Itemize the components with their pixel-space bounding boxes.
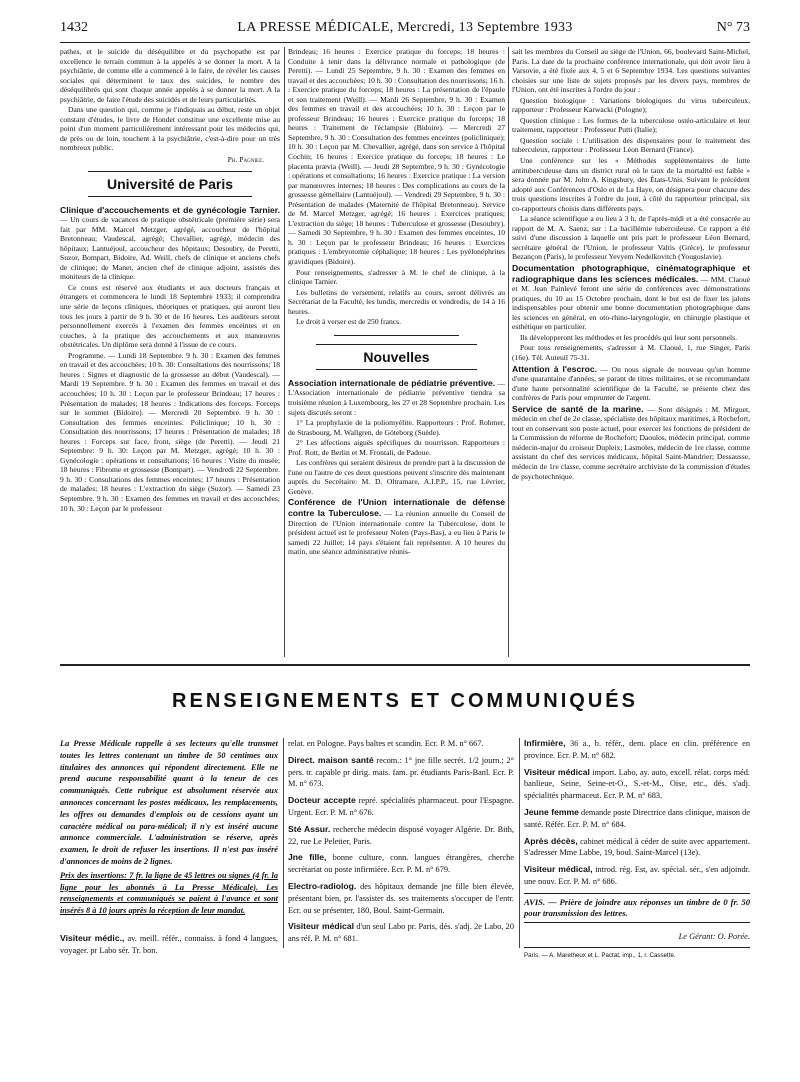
paragraph: Programme. — Lundi 18 Septembre. 9 h. 30 : Examen des femmes en travail et des accouchées; 10 h. 30: Consultations des nourrissons; 18 heures : Signes et diagnostic de la grossesse au début (Vaudescal). — Mardi 19 Septembre. 9 h. 30 : Examen des femmes en travail et des accouchées; 10 h. 30 : Leçon par le professeur Brindeau; 17 heures : Présentation de malades; 18 heures : Indications des forceps. Forceps sur le sommet (Bidoire). — Mercredi 20 Septembre. 9 h. 30 : Consultation des femmes enceintes. Policlinique; 10 h. 30 : Consultation des nourrissons; 17 heures : Présentation de malades; 18 heures : Forceps sur face, front, siège (de Peretti). — Jeudi 21 Septembre: 9 h. 30: Leçon par M. Metzger, agrégé; 10 h. 30 : Gynécologie : opérations et consultations; 16 heures : Visite du musée; 18 heures : Fibrome et grossesse (Bompart). — Vendredi 22 Septembre. 9 h. 30 : Consultations des femmes enceintes; 17 heures : Présentation de malades; 18 heures : L'extraction du siège (Suzor). — Samedi 23 Septembre. 9 h. 30 : Examen des femmes en travail et des accouchées; 10 h. 30 : Leçon par le professeur [60,350,280,513]
column-divider [284,47,285,657]
ad-text: d'un seul Labo pr. Paris, dés. s'adj. 2e Labo, 20 ans réf. P. M. n° 681. [288,922,514,944]
paragraph: pathes, et le suicide du déséquilibre et du psychopathe est par excellence le terrain commun à la appelés à se donner la mort. A la psychiâtrie, de comme elle a commencé à le faire, de révéler les causes sociales qui déterminent le taux des suicides, le nombre des déséquilibrés qui sont chaque année appelés à se donner la mort. A la psychiâtrie, de faire l'étude des suicidés et de leurs particularités. [60,47,280,104]
classified-ad [288,921,514,945]
article-column-1 [60,47,280,657]
notice-box: AVIS. — Prière de joindre aux réponses un timbre de 0 fr. 50 pour transmission des lettres. [524,893,750,923]
classified-ad [288,852,514,876]
paragraph: — Sont désignés : M. Mirguet, médecin en chef de 2e classe, spécialiste des hôpitaux maritimes, à Rochefort, tout en conservant son poste actuel, pour exercer les fonctions de président de la Commission de réforme de Rochefort; Daoulos, médecin principal, comme médecin-major du croiseur Dupleix; Lasmoles, médecin de 1re classe, comme assistant du chef des services médicaux, hôpital Saint-Mandrier; Dessausse, médecin de 1re classe, comme secrétaire archiviste de la commission d'études de psychotechnique. [512,404,750,481]
classified-ad [288,755,514,790]
ad-text: introd. rég. Est, av. spécial. sér., s'en adjoindr. une nouv. Ecr. P. M. n° 686. [524,865,750,886]
section-rule [60,664,750,666]
paragraph: Question clinique : Les formes de la tuberculose ostéo-articulaire et leur traitement, rapporteur : Professeur Putti (Italie); [512,115,750,135]
ad-lead: Visiteur médic., [60,932,125,943]
ad-text: relat. en Pologne. Pays baltes et scandin. Ecr. P. M. n° 667. [288,739,484,748]
classified-ad [524,836,750,860]
paragraph: — On nous signale de nouveau qu'un homme d'une quarantaine d'années, se parant de titres militaires, et se recommandant d'une haute personnalité scientifique de la Faculté, se présente chez des confrères de Paris pour emprunter de l'argent. [512,364,750,403]
paragraph: Ils développeront les méthodes et les procédés qui leur sont personnels. [520,332,738,342]
subheading: Documentation photographique, cinématographique et radiographique dans les sciences médicales. [512,263,750,284]
subheading: Service de santé de la marine. [512,403,644,414]
ad-text: cabinet médical à céder de suite avec appartement. S'adresser Mme Labbe, 19, boul. Saint-Marcel (13e). [524,836,750,858]
paragraph: Brindeau; 16 heures : Exercice pratique du forceps; 18 heures : Conduite à tenir dans la délivrance normale et pathologique (de Peretti). — Lundi 25 Septembre, 9 h. 30 : Examen des femmes en travail et des accouchées; 10 h. 30 : Consultation des nourrissons; 16 h. : Exercice pratique du forceps; 18 heures : La présentation de l'épaule et son traitement (Weill). — Mardi 26 Septembre, 9 h. 30 : Examen des femmes en travail et des accouchées; 10 h. 30 : Leçon par le professeur Brindeau; 16 heures : Exercice pratique du forceps; 18 heures : Traitement de l'éclampsie (Bidoire). — Mercredi 27 Septembre, 9 h. 30 : Consultation des femmes enceintes (policlinique); 10 h. 30 : Leçon par M. Chevallier, agrégé, dans son service à l'hôpital Cochin; 16 heures : Exercice pratique du forceps; 18 heures : Le placenta prævia (Weill). — Jeudi 28 Septembre, 9 h. 30 : Gynécologie : opérations et consultations; 16 heures : Exercice pratique : La version par manœuvres internes; 18 heures : Des complications au cours de la grossesse gémellaire (Lantuéjoul). — Vendredi 29 Septembre, 9 h. 30 : Présentation de malades (Maternité de l'hôpital Bretonneau). Service de M. Marcel Metzger, agrégé; 16 heures : Exercices pratiques; L'extraction du siège; 18 heures : Tuberculose et grossesse (Desoubry). — Samedi 30 Septembre, 9 h. 30 : Examen des femmes enceintes, 10 h. 30 : Leçon par le professeur Brindeau; 16 heures : Exercices pratiques : L'embryotomie céphalique; 18 heures : Les pyélonéphrites gravidiques (Bidoire). [288,47,505,267]
classified-ad [288,881,514,916]
article-column-3 [512,47,750,657]
section-heading-universite: Université de Paris [88,171,252,197]
page-header [60,20,750,40]
column-divider [283,738,284,948]
paragraph: sait les membres du Conseil au siège de l'Union, 66, boulevard Saint-Michel, Paris. La date de la prochaine conférence internationale, qui doit avoir lieu à Varsovie, a été fixée aux 4, 5 et 6 Septembre 1934. Les questions suivantes choisies sur une liste de sujets proposés par les divers pays, membres de l'Union, ont été inscrites à l'ordre du jour : [512,47,750,95]
masthead-title: LA PRESSE MÉDICALE, Mercredi, 13 Septembre 1933 [237,20,573,35]
classified-ad [524,767,750,802]
classified-ad [288,795,514,819]
classified-ad [524,864,750,888]
ad-lead: Visiteur médical [524,766,590,777]
classifieds-column-1 [60,738,278,962]
header-rule [60,42,750,43]
ad-text: bonne culture, conn. langues étrangères, cherche secrétariat ou poste infirmière. Ecr. P. M. n° 679. [288,853,515,875]
paragraph: — La réunion annuelle du Conseil de Direction de l'Union internationale contre la Tuberculose, dont le président actuel est le professeur Nolen (Pays-Bas), a eu lieu à Paris le samedi 22 Juillet; 14 pays s'étaient fait représenter. A 10 heures du matin, une séance administrative réunis- [288,508,505,557]
ad-text: import. Labo, ay. auto, excell. rélat. corps méd. banlieue, Seine, Seine-et-O., S.-et-M., Oise, etc., dés. s'adj. spécialités pharmaceut. Ecr. P. M. n° 683. [524,767,750,801]
classified-ad [60,933,278,957]
ad-lead: Après décès, [524,835,578,846]
paragraph: — L'Association internationale de pédiatrie préventive tiendra sa troisième réunion à Luxembourg, les 27 et 28 Septembre prochain. Les sujets discutés seront : [288,378,505,417]
paragraph: Le droit à verser est de 250 francs. [296,317,402,327]
ad-text: recom.: 1° jne fille secrét. 1/2 journ.; 2° pers. tr. capable pr dirig. mais. fam. pr. étudiants Paris-Banl. Ecr. P. M. n° 673. [288,755,515,789]
paragraph: Ce cours est réservé aux étudiants et aux docteurs français et étrangers et commencera le lundi 18 Septembre 1933; il comprendra une série de leçons cliniques, théoriques et pratiques, qui auront lieu tous les jours à partir de 9 h. 30 et de 16 heures. Les auditeurs seront personnellement exercés à l'examen des femmes enceintes et en couches, à la pratique des accouchements et aux manœuvres obstétricales. Un diplôme sera donné à l'issue de ce cours. [60,282,280,350]
author-signature: Ph. Pagniez. [227,155,264,165]
classified-ad [524,738,750,762]
ad-lead: Direct. maison santé [288,754,374,765]
classified-ad [288,824,514,848]
column-divider [508,47,509,657]
ad-text: recherche médecin disposé voyager Algérie. Dr. Bith, 22, rue Le Peletier, Paris. [288,824,515,846]
ad-text: des hôpitaux demande jne fille bien élevée, présentant bien, pr. l'assister ds. ses traitements s'occuper de l'entr. Ecr. ou se présenter, 180, Boul. Saint-Germain. [288,881,514,915]
printer-credit: Paris. — A. Maretheux et L. Pactat, imp., 1, r. Cassette. [524,947,750,960]
paragraph: Pour tous renseignements, s'adresser à M. Claoué, 1, rue Singer, Paris (16e). Tél. Auteuil 75-31. [512,343,750,362]
paragraph: 2° Les affections aiguës spécifiques du nourrisson. Rapporteurs : Prof. Rott, de Berlin et M. Frontali, de Padoue. [288,438,505,457]
ad-lead: Docteur accepte [288,795,356,806]
subheading: Conférence de l'Union internationale de défense contre la Tuberculose. [288,497,505,518]
paragraph: — MM. Claoué et M. Jean Painlevé feront une série de conférences avec démonstrations pratiques, du 10 au 15 Octobre prochain, dont le but est de fixer les jalons indispensables pour obtenir une bonne documentation photographique dans les sciences en général, en oto-rhino-laryngologie, en chirurgie plastique et esthétique en particulier. [512,274,750,332]
classified-ad [288,738,514,750]
publisher-manager: Le Gérant: O. Porée. [678,931,750,941]
ad-lead: Sté Assur. [288,823,331,834]
ad-text: av. meill. référ., connaiss. à fond 4 langues, voyager. pr Labo sér. Tr. bon. [60,933,278,955]
paragraph: Question sociale : L'utilisation des dispensaires pour le traitement des tuberculeux, rapporteur : Professeur Léon Bernard (France). [512,135,750,155]
section-heading-nouvelles: Nouvelles [316,344,477,370]
subheading: Clinique d'accouchements et de gynécologie Tarnier. [60,204,280,215]
subheading: Association internationale de pédiatrie préventive. [288,377,496,388]
ad-lead: Infirmière, [524,738,566,748]
ad-lead: Electro-radiolog. [288,880,357,891]
classifieds-prices: Prix des insertions: 7 fr. la ligne de 45 lettres ou signes (4 fr. la ligne pour les abonnés à La Presse Médicale). Les renseignements et communiqués se paient à l'avance et sont insérés 8 à 10 jours après la réception de leur mandat. [60,870,278,916]
subheading: Attention à l'escroc. [512,363,598,374]
classifieds-heading: RENSEIGNEMENTS ET COMMUNIQUÉS [172,690,638,712]
ad-lead: Visiteur médical, [524,864,593,875]
paragraph: 1° La prophylaxie de la poliomyélite. Rapporteurs : Prof. Rohmer, de Strasbourg, M. Wallgren, de Göteborg (Suède). [288,418,505,437]
paragraph: Question biologique : Variations biologiques du virus tuberculeux, rapporteur : Professeur Karwacki (Pologne); [512,95,750,115]
paragraph: Les confrères qui seraient désireux de prendre part à la discussion de l'une ou l'autre de ces deux questions peuvent s'inscrire dès maintenant auprès du Secrétaire: M. D. Oltramare, A.I.P.P., 15, rue Lévrier, Genève. [288,458,505,496]
issue-number: N° 73 [716,20,750,35]
classified-ad [524,807,750,831]
ad-lead: Jeune femme [524,806,579,817]
paragraph: — Un cours de vacances de pratique obstétricale (première série) sera fait par MM. Marcel Metzger, agrégé, accoucheur de l'hôpital Bretonneau; Vaudescal, agrégé; Chevallier, agrégé, médecin des hôpitaux; Lantuéjoul, accoucheur des hôpitaux; Desoubry, de Peretti, Suzor, Bompart, Bidoire, Ad. Weill, chefs de clinique et anciens chefs de clinique; de Manet, ancien chef de clinique adjoint, assistés des moniteurs de la clinique. [60,215,280,282]
paragraph: Une conférence sur les « Méthodes supplémentaires de lutte antituberculeuse dans un district rural où le taux de la mortalité est faible » sera donnée par M. John A. Kingsbury, des États-Unis. Suivant le précédent adopté aux Conférences d'Oslo et de La Haye, on désignera pour chacune des trois questions inscrites à l'ordre du jour, à côté du rapporteur principal, six co-rapporteurs choisis dans différents pays. [512,156,750,213]
ad-lead: Visiteur médical [288,921,354,932]
page-number: 1432 [60,20,88,35]
divider [334,335,459,336]
classifieds-column-3 [524,738,750,960]
ad-text: demande poste Directrice dans clinique, maison de santé. Référ. Ecr. P. M. n° 684. [524,807,751,829]
ad-text: 36 a., b. référ., dem. place en clin. préférence en province. Ecr. P. M. n° 682. [524,739,750,760]
paragraph: Les bulletins de versement, relatifs au cours, seront délivrés au Secrétariat de la Faculté, les lundis, mercredis et vendredis, de 14 à 16 heures. [288,287,505,316]
article-column-2 [288,47,505,657]
paragraph: La séance scientifique a eu lieu à 3 h. de l'après-midi et a été consacrée au rapport de M. A. Saenz, sur : La bacillémie tuberculeuse. Ce rapport a été suivi d'une discussion à laquelle ont pris part le professeur Léon Bernard, secrétaire général de l'Union, le professeur Valtis (Grèce), le professeur Bezançon (Paris), le professeur Yevyem Nedelkovitch (Yougoslavie). [512,214,750,262]
paragraph: Pour renseignements, s'adresser à M. le chef de clinique, à la clinique Tarnier. [288,267,505,287]
classifieds-column-2 [288,738,514,950]
ad-lead: Jne fille, [288,852,327,863]
column-divider [519,738,520,948]
classifieds-intro: La Presse Médicale rappelle à ses lecteurs qu'elle transmet toutes les lettres contenant un timbre de 50 centimes aux titulaires des annonces qui répondent directement. Elle ne prend aucune responsabilité quant à la teneur de ces communiqués. Cette rubrique est absolument réservée aux annonces concernant les postes médicaux, les remplacements, les offres ou demandes d'emplois ou de cessions ayant un caractère médical ou para-médical; il n'y est inséré aucune annonce commerciale. L'administration se réserve, après examen, le droit de refuser les insertions. Il n'est pas inséré d'annonces de moins de 2 lignes. [60,739,278,866]
ad-text: repré. spécialités pharmaceut. pour l'Espagne. Urgent. Ecr. P. M. n° 676. [288,796,514,817]
paragraph: Dans une question qui, comme je l'indiquais au début, reste un objet constant d'études, le livre de Hondet constitue une excellente mise au point d'un moment particulièrement intéressant pour les médecins qui, de près ou de loin, touchent à la psychiâtrie, c'est-à-dire pour un très nombreux public. [60,105,280,153]
